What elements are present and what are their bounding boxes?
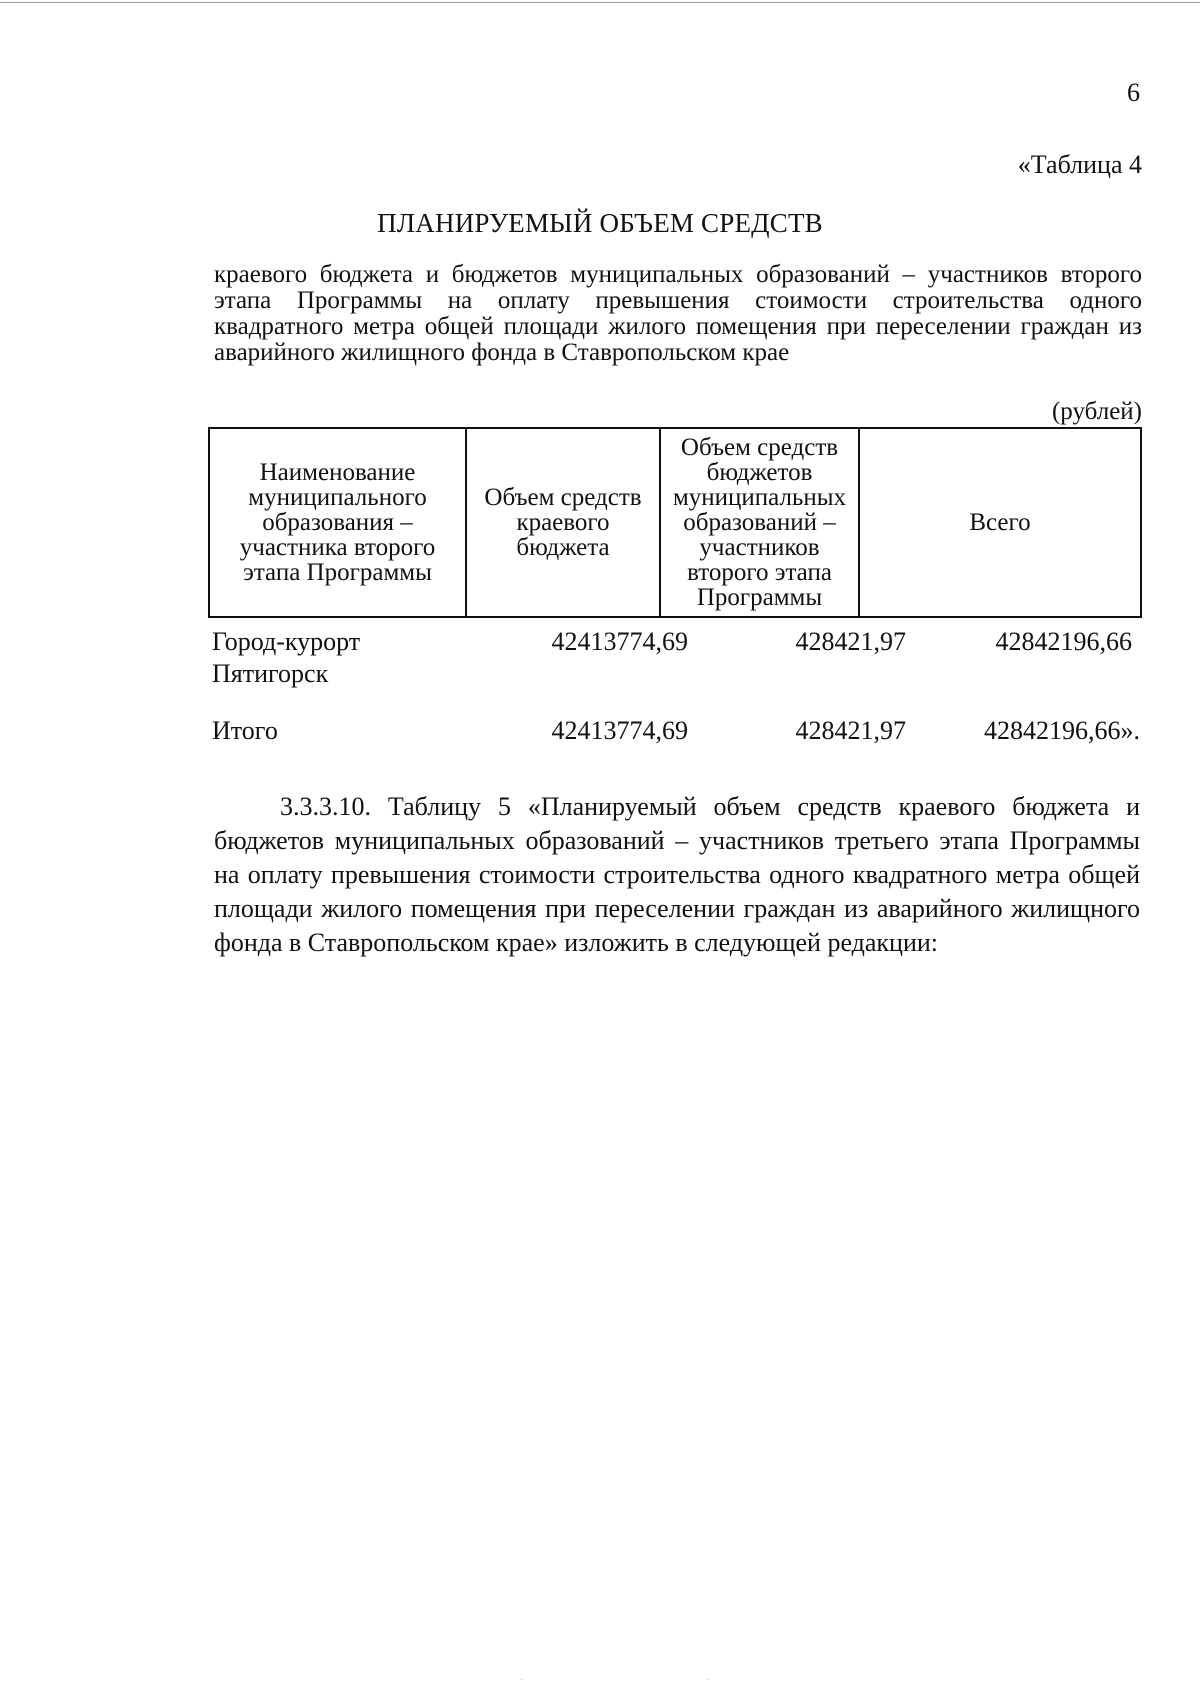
page-number: 6 xyxy=(1127,78,1140,107)
row-municipal-value: 428421,97 xyxy=(795,716,906,745)
body-paragraph: 3.3.3.10. Таблицу 5 «Планируемый объем средств краевого бюджета и бюджетов муниципальных образований – участников третьего этапа Программы на оплату превышения стоимости строительства одного квадратного метра общей площади жилого помещения при переселении граждан из аварийного жилищного фонда в Ставропольском крае» изложить в следующей редакции: xyxy=(214,792,1140,957)
scan-speck: · xyxy=(706,1675,710,1686)
table-title: ПЛАНИРУЕМЫЙ ОБЪЕМ СРЕДСТВ xyxy=(377,208,823,238)
units-label: (рублей) xyxy=(1051,398,1142,425)
header-total: Всего xyxy=(859,428,1141,617)
table-subtitle: краевого бюджета и бюджетов муниципальных образований – участников второго этапа Программы на оплату превышения стоимости строительства одного квадратного метра общей площади жилого помещения при переселении граждан из аварийного жилищного фонда в Ставропольском крае xyxy=(214,261,1142,366)
row-regional-value: 42413774,69 xyxy=(551,716,688,745)
table-label: «Таблица 4 xyxy=(1017,150,1142,179)
row-municipality-name: Город-курорт Пятигорск xyxy=(212,627,361,688)
table-header xyxy=(208,427,1142,618)
header-municipal-budgets: Объем средств бюджетов муниципальных образований – участников второго этапа Программы xyxy=(660,428,859,617)
row-total-value: 42842196,66 xyxy=(995,627,1132,656)
row-municipal-value: 428421,97 xyxy=(795,627,906,656)
scan-speck: · xyxy=(520,1675,524,1686)
row-total-value: 42842196,66». xyxy=(984,716,1140,745)
top-edge-line xyxy=(0,2,1200,3)
header-regional-budget: Объем средств краевого бюджета xyxy=(466,428,660,617)
row-total-name: Итого xyxy=(212,716,278,745)
header-municipality: Наименование муниципального образования – участника второго этапа Программы xyxy=(209,428,466,617)
row-regional-value: 42413774,69 xyxy=(551,627,688,656)
